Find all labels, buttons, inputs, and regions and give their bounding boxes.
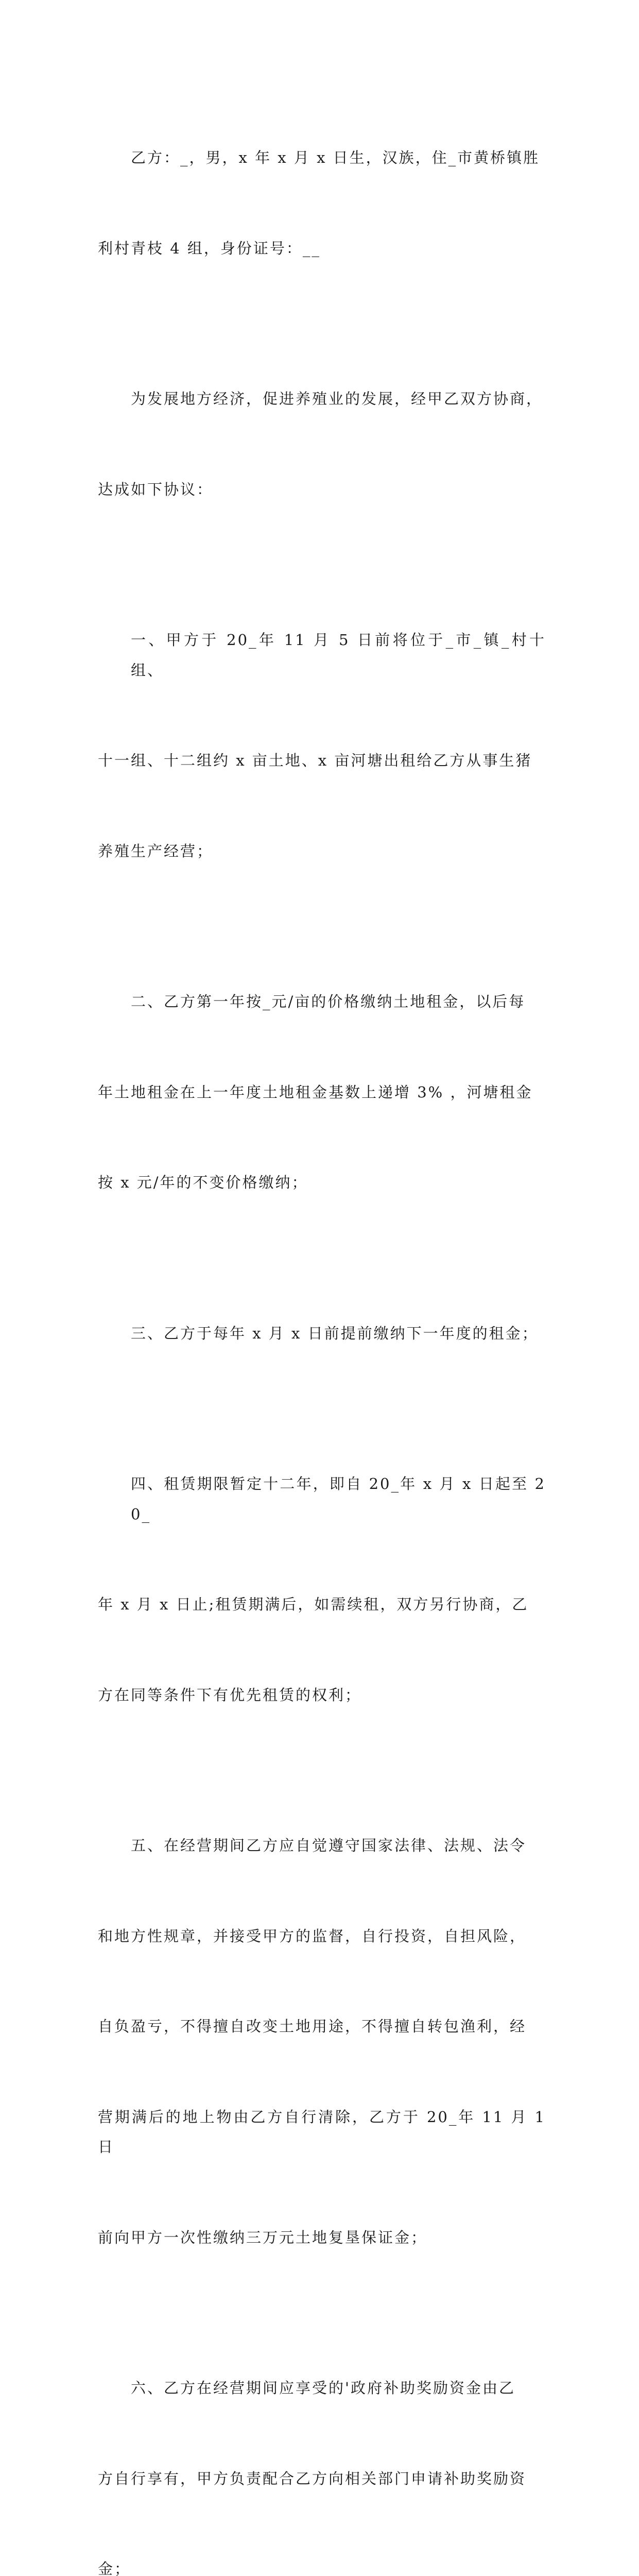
text-line: 年 x 月 x 日止;租赁期满后，如需续租，双方另行协商，乙 xyxy=(98,1596,529,1613)
paragraph-party-b xyxy=(98,82,546,324)
text-line: 十一组、十二组约 x 亩土地、x 亩河塘出租给乙方从事生猪 xyxy=(98,752,532,769)
text-line: 方自行享有，甲方负责配合乙方向相关部门申请补助奖励资 xyxy=(98,2469,527,2487)
text-line: 金； xyxy=(98,2560,131,2576)
text-line: 四、租赁期限暂定十二年，即自 20_年 x 月 x 日起至 20_ xyxy=(131,1475,546,1523)
text-line: 营期满后的地上物由乙方自行清除，乙方于 20_年 11 月 1 日 xyxy=(98,2108,552,2156)
text-line: 养殖生产经营； xyxy=(98,842,214,860)
text-line: 自负盈亏，不得擅自改变土地用途，不得擅自转包渔利，经 xyxy=(98,2018,527,2035)
clause-1 xyxy=(98,565,546,926)
text-line: 乙方：_，男，x 年 x 月 x 日生，汉族，住_市黄桥镇胜 xyxy=(131,149,540,166)
text-line: 按 x 元/年的不变价格缴纳； xyxy=(98,1174,308,1191)
text-line: 达成如下协议： xyxy=(98,480,214,498)
text-line: 二、乙方第一年按_元/亩的价格缴纳土地租金，以后每 xyxy=(131,993,526,1010)
text-line: 方在同等条件下有优先租赁的权利； xyxy=(98,1686,362,1704)
text-line: 五、在经营期间乙方应自觉遵守国家法律、法规、法令 xyxy=(131,1837,527,1854)
document-body xyxy=(98,82,552,2576)
text-line: 利村青枝 4 组，身份证号：__ xyxy=(98,239,321,257)
paragraph-preamble xyxy=(98,324,546,565)
clause-6 xyxy=(98,2313,546,2576)
text-line: 为发展地方经济，促进养殖业的发展，经甲乙双方协商， xyxy=(131,390,543,408)
text-line: 和地方性规章，并接受甲方的监督，自行投资，自担风险， xyxy=(98,1927,527,1945)
text-line: 六、乙方在经营期间应享受的'政府补助奖励资金由乙 xyxy=(131,2379,515,2397)
clause-5 xyxy=(98,1770,552,2313)
text-line: 年土地租金在上一年度土地租金基数上递增 3% ，河塘租金 xyxy=(98,1083,533,1101)
text-line: 一、甲方于 20_年 11 月 5 日前将位于_市_镇_村十组、 xyxy=(131,631,546,679)
clause-2 xyxy=(98,926,546,1258)
text-line: 三、乙方于每年 x 月 x 日前提前缴纳下一年度的租金； xyxy=(131,1324,539,1342)
clause-4 xyxy=(98,1409,546,1770)
text-line: 前向甲方一次性缴纳三万元土地复垦保证金； xyxy=(98,2228,428,2246)
clause-3 xyxy=(98,1258,546,1409)
